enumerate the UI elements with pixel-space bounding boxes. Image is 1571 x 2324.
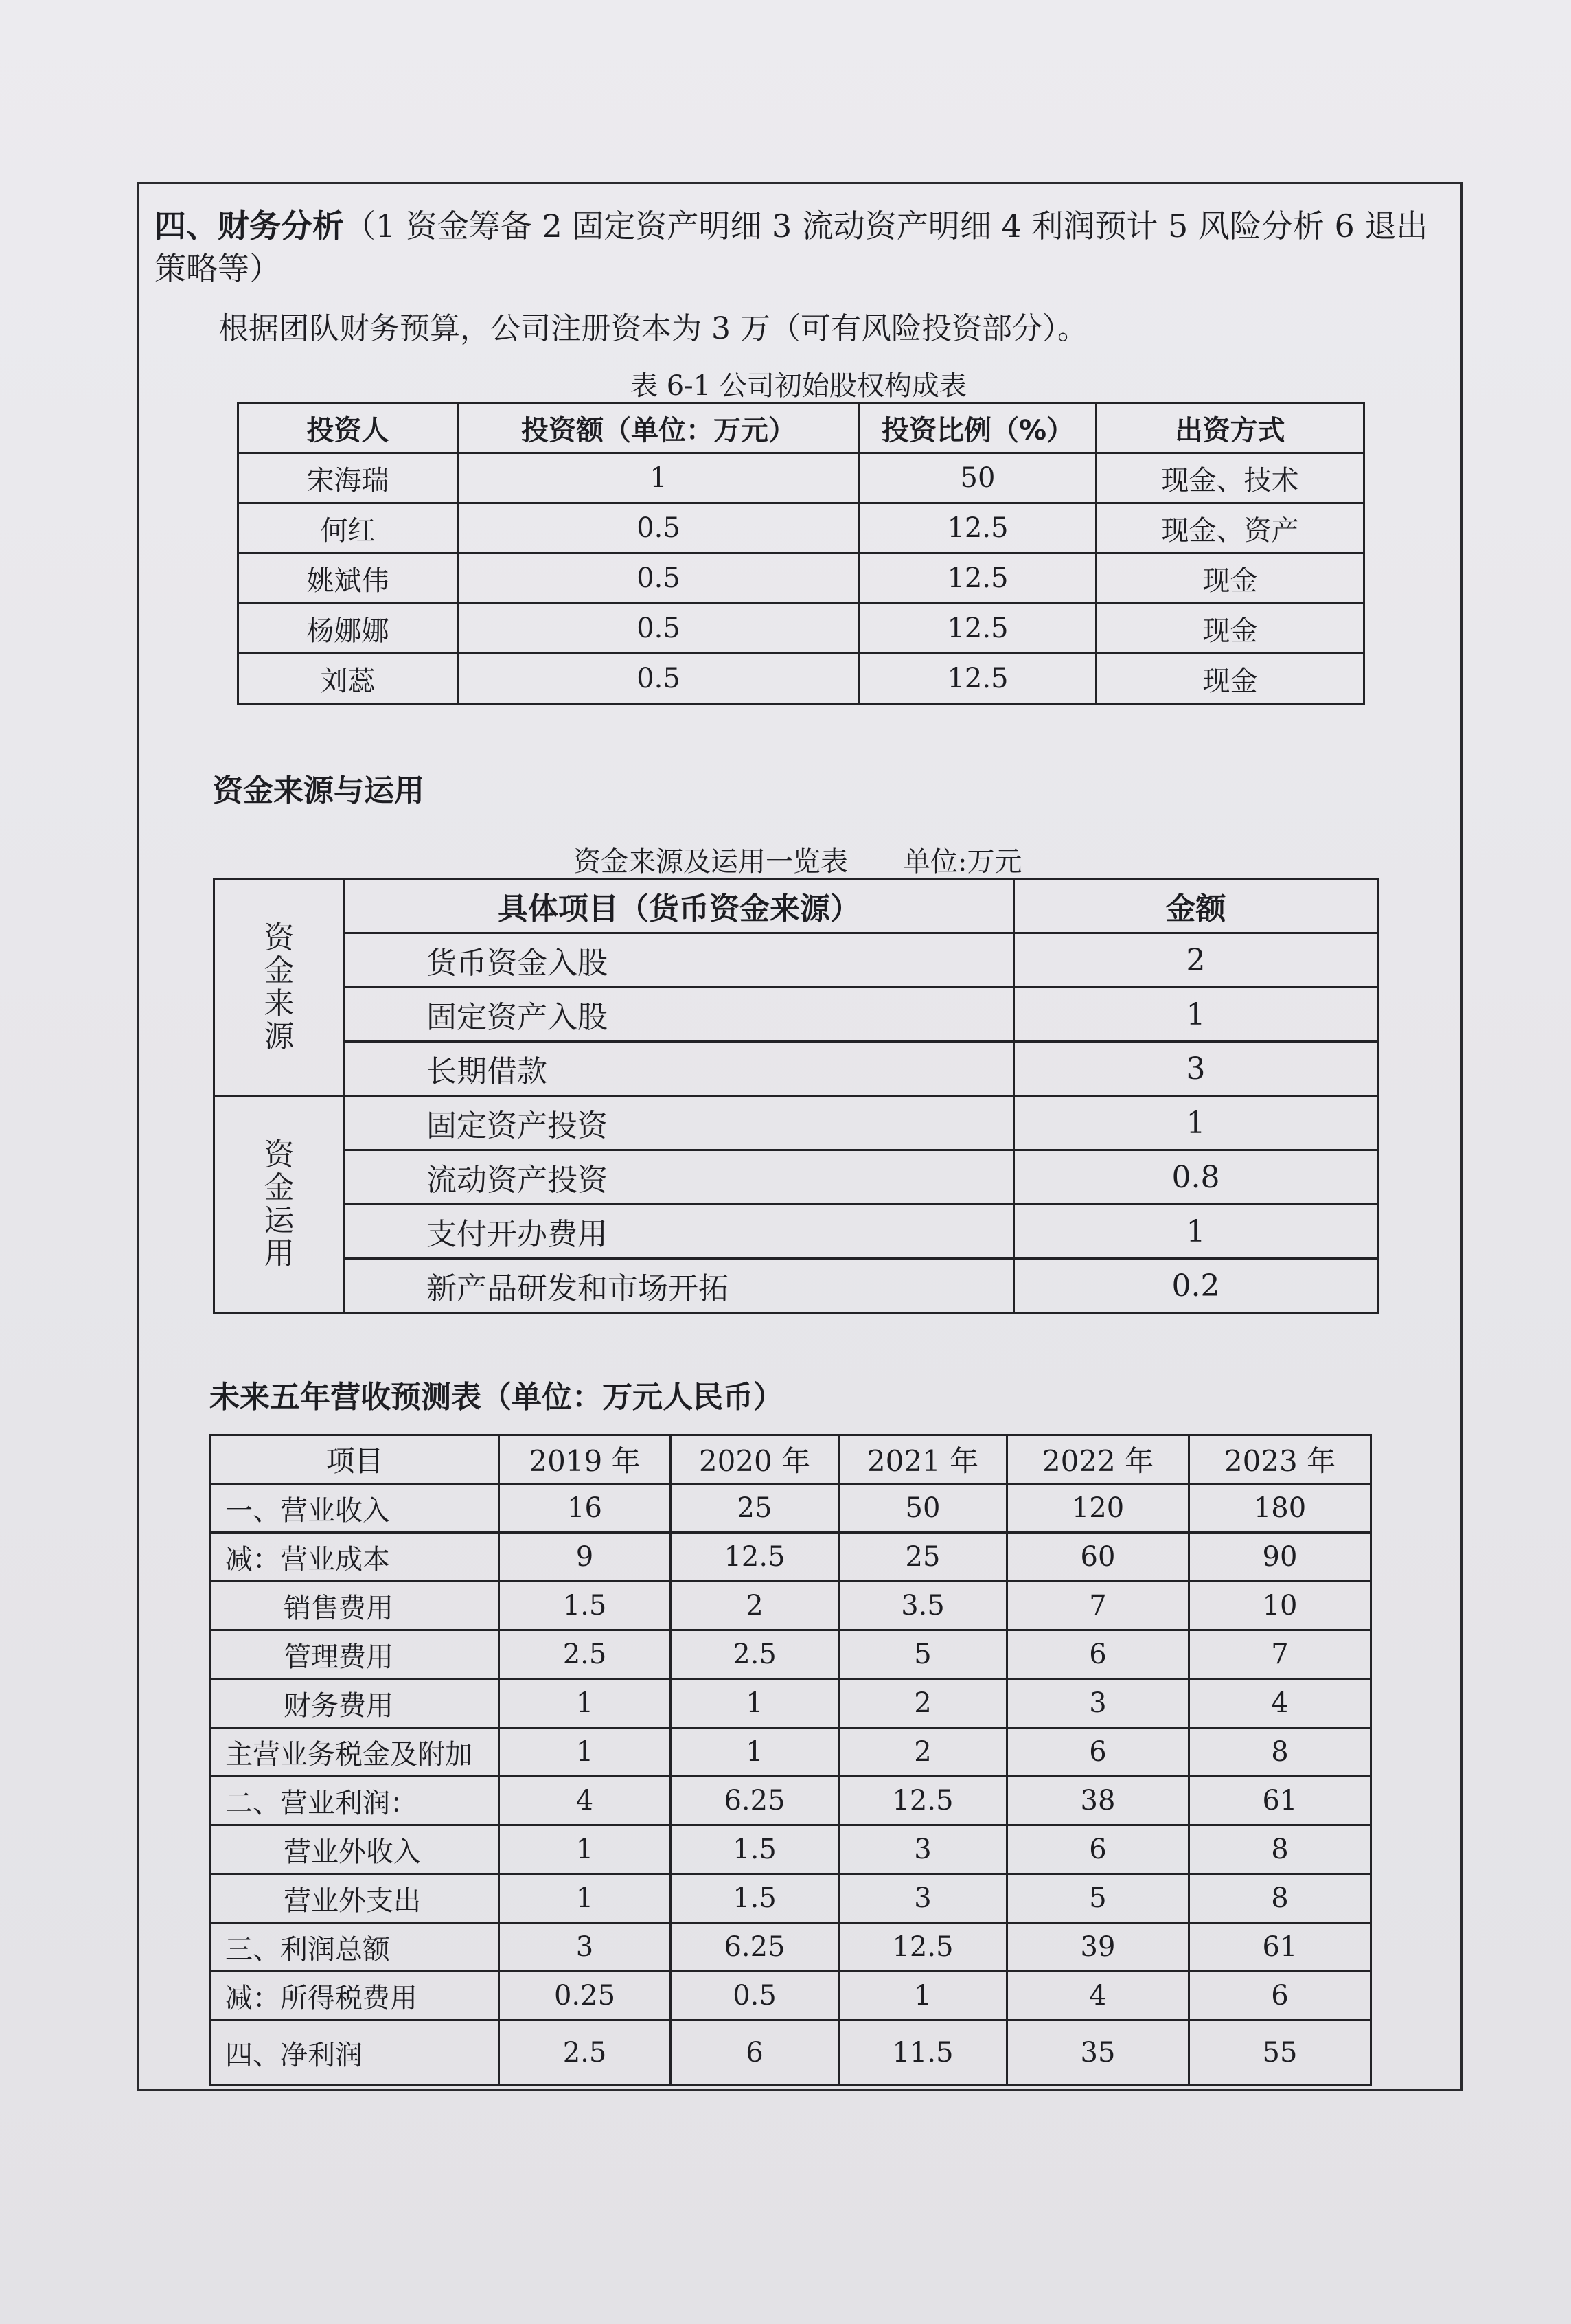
forecast-cell-value: 5 [1007,1874,1189,1923]
section-heading [154,205,1452,290]
forecast-table-row [211,1825,1371,1874]
forecast-cell-value: 6 [1007,1630,1189,1679]
forecast-cell-value: 25 [839,1533,1007,1582]
forecast-header-year: 2020 年 [671,1435,839,1484]
forecast-cell-label: 销售费用 [211,1582,499,1630]
forecast-cell-value: 1 [499,1825,671,1874]
forecast-cell-value: 4 [1189,1679,1371,1728]
funds-cell-amount: 1 [1014,988,1378,1042]
equity-cell-method: 现金、资产 [1097,503,1364,554]
forecast-cell-value: 180 [1189,1484,1371,1533]
funds-group-source-label [214,879,345,1096]
forecast-cell-value: 0.5 [671,1972,839,2020]
forecast-cell-value: 3 [1007,1679,1189,1728]
vertical-label-char: 用 [264,1235,295,1271]
equity-table-row [238,554,1364,604]
vertical-label-char: 运 [264,1203,295,1238]
forecast-cell-value: 55 [1189,2020,1371,2086]
forecast-cell-value: 2 [671,1582,839,1630]
funds-cell-amount: 1 [1014,1096,1378,1150]
forecast-cell-value: 9 [499,1533,671,1582]
vertical-label-char: 来 [264,986,295,1021]
forecast-table-header-row [211,1435,1371,1484]
vertical-label-char: 金 [264,1170,295,1205]
funds-cell-item: 固定资产入股 [345,988,1014,1042]
forecast-cell-value: 2.5 [499,1630,671,1679]
forecast-header-year: 2021 年 [839,1435,1007,1484]
forecast-cell-value: 38 [1007,1777,1189,1825]
funds-cell-amount: 2 [1014,933,1378,988]
forecast-header-year: 2023 年 [1189,1435,1371,1484]
equity-cell-investor: 杨娜娜 [238,604,458,654]
forecast-cell-value: 1.5 [671,1825,839,1874]
equity-header-ratio: 投资比例（%） [860,403,1097,453]
forecast-cell-label: 减：所得税费用 [211,1972,499,2020]
forecast-cell-value: 7 [1007,1582,1189,1630]
forecast-table [209,1434,1372,2086]
equity-table-row [238,604,1364,654]
forecast-cell-value: 61 [1189,1923,1371,1972]
forecast-cell-value: 2.5 [499,2020,671,2086]
forecast-cell-value: 12.5 [839,1923,1007,1972]
funds-table-row [214,1096,1378,1150]
forecast-cell-value: 1 [839,1972,1007,2020]
equity-cell-amount: 0.5 [458,604,860,654]
forecast-header-year: 2022 年 [1007,1435,1189,1484]
forecast-cell-value: 4 [1007,1972,1189,2020]
forecast-cell-value: 12.5 [671,1533,839,1582]
equity-header-method: 出资方式 [1097,403,1364,453]
forecast-cell-value: 1.5 [671,1874,839,1923]
funds-table-caption: 资金来源及运用一览表 单位:万元 [573,846,1022,878]
funds-cell-item: 货币资金入股 [345,933,1014,988]
forecast-cell-value: 7 [1189,1630,1371,1679]
forecast-cell-value: 12.5 [839,1777,1007,1825]
forecast-cell-value: 90 [1189,1533,1371,1582]
equity-cell-ratio: 12.5 [860,604,1097,654]
forecast-table-row [211,1484,1371,1533]
forecast-cell-value: 1 [499,1679,671,1728]
funds-section-title: 资金来源与运用 [213,773,424,808]
forecast-cell-value: 3 [839,1825,1007,1874]
equity-table-row [238,453,1364,503]
forecast-table-row [211,1972,1371,2020]
forecast-cell-value: 3.5 [839,1582,1007,1630]
equity-table [237,402,1365,705]
forecast-table-row [211,1679,1371,1728]
forecast-cell-value: 6 [1007,1825,1189,1874]
forecast-cell-value: 5 [839,1630,1007,1679]
funds-table-row [214,1205,1378,1259]
forecast-cell-value: 3 [499,1923,671,1972]
funds-cell-item: 长期借款 [345,1042,1014,1096]
forecast-cell-value: 8 [1189,1825,1371,1874]
equity-cell-amount: 1 [458,453,860,503]
forecast-cell-value: 39 [1007,1923,1189,1972]
forecast-cell-value: 11.5 [839,2020,1007,2086]
equity-cell-investor: 宋海瑞 [238,453,458,503]
forecast-cell-value: 8 [1189,1728,1371,1777]
intro-paragraph: 根据团队财务预算，公司注册资本为 3 万（可有风险投资部分）。 [218,311,1088,346]
forecast-cell-value: 4 [499,1777,671,1825]
equity-cell-method: 现金、技术 [1097,453,1364,503]
equity-cell-amount: 0.5 [458,554,860,604]
equity-cell-method: 现金 [1097,554,1364,604]
forecast-cell-value: 1 [671,1679,839,1728]
forecast-cell-value: 6 [1189,1972,1371,2020]
forecast-title: 未来五年营收预测表（单位：万元人民币） [209,1380,783,1415]
forecast-cell-label: 营业外收入 [211,1825,499,1874]
forecast-cell-value: 8 [1189,1874,1371,1923]
forecast-cell-value: 6 [1007,1728,1189,1777]
forecast-cell-value: 2 [839,1728,1007,1777]
forecast-table-row [211,2020,1371,2086]
forecast-cell-value: 10 [1189,1582,1371,1630]
forecast-cell-label: 二、营业利润： [211,1777,499,1825]
equity-cell-investor: 姚斌伟 [238,554,458,604]
forecast-table-row [211,1874,1371,1923]
forecast-cell-value: 0.25 [499,1972,671,2020]
forecast-cell-label: 三、利润总额 [211,1923,499,1972]
forecast-cell-value: 25 [671,1484,839,1533]
equity-cell-ratio: 12.5 [860,503,1097,554]
forecast-cell-label: 四、净利润 [211,2020,499,2086]
forecast-cell-value: 6 [671,2020,839,2086]
equity-table-row [238,654,1364,704]
forecast-cell-label: 财务费用 [211,1679,499,1728]
forecast-table-row [211,1923,1371,1972]
forecast-table-row [211,1777,1371,1825]
equity-cell-ratio: 12.5 [860,554,1097,604]
equity-cell-ratio: 50 [860,453,1097,503]
equity-cell-amount: 0.5 [458,503,860,554]
forecast-cell-value: 35 [1007,2020,1189,2086]
forecast-cell-value: 120 [1007,1484,1189,1533]
forecast-table-row [211,1582,1371,1630]
equity-cell-investor: 何红 [238,503,458,554]
funds-table-row [214,988,1378,1042]
equity-cell-method: 现金 [1097,604,1364,654]
forecast-table-row [211,1533,1371,1582]
vertical-label-char: 源 [264,1018,295,1054]
equity-table-header-row [238,403,1364,453]
equity-table-row [238,503,1364,554]
funds-table-row [214,1259,1378,1313]
forecast-cell-value: 61 [1189,1777,1371,1825]
vertical-label-char: 资 [264,1137,295,1172]
forecast-cell-label: 一、营业收入 [211,1484,499,1533]
forecast-cell-label: 营业外支出 [211,1874,499,1923]
funds-group-use-label [214,1096,345,1313]
section-heading-bold: 四、财务分析 [154,207,344,244]
equity-cell-method: 现金 [1097,654,1364,704]
funds-cell-amount: 1 [1014,1205,1378,1259]
forecast-cell-value: 60 [1007,1533,1189,1582]
funds-cell-amount: 0.8 [1014,1150,1378,1205]
funds-header-amount: 金额 [1014,879,1378,933]
funds-cell-item: 新产品研发和市场开拓 [345,1259,1014,1313]
forecast-cell-value: 16 [499,1484,671,1533]
forecast-cell-label: 减：营业成本 [211,1533,499,1582]
funds-cell-item: 流动资产投资 [345,1150,1014,1205]
forecast-header-item: 项目 [211,1435,499,1484]
equity-table-caption: 表 6-1 公司初始股权构成表 [630,370,967,402]
section-heading-detail: （1 资金筹备 2 固定资产明细 3 流动资产明细 4 利润预计 5 风险分析 6 退出策略等） [154,207,1428,287]
funds-table-row [214,1042,1378,1096]
funds-cell-amount: 3 [1014,1042,1378,1096]
forecast-header-year: 2019 年 [499,1435,671,1484]
equity-cell-ratio: 12.5 [860,654,1097,704]
forecast-cell-value: 6.25 [671,1923,839,1972]
forecast-cell-value: 1 [499,1874,671,1923]
forecast-cell-label: 主营业务税金及附加 [211,1728,499,1777]
funds-cell-amount: 0.2 [1014,1259,1378,1313]
forecast-cell-value: 1 [499,1728,671,1777]
equity-cell-investor: 刘蕊 [238,654,458,704]
funds-table-row [214,1150,1378,1205]
forecast-cell-value: 50 [839,1484,1007,1533]
forecast-cell-value: 2 [839,1679,1007,1728]
funds-header-item: 具体项目（货币资金来源） [345,879,1014,933]
vertical-label-char: 资 [264,920,295,955]
equity-header-investor: 投资人 [238,403,458,453]
funds-table-header-row [214,879,1378,933]
forecast-cell-value: 6.25 [671,1777,839,1825]
forecast-cell-value: 3 [839,1874,1007,1923]
forecast-table-row [211,1630,1371,1679]
equity-header-amount: 投资额（单位：万元） [458,403,860,453]
forecast-cell-value: 1.5 [499,1582,671,1630]
funds-table-row [214,933,1378,988]
funds-cell-item: 支付开办费用 [345,1205,1014,1259]
funds-table [213,878,1379,1314]
forecast-table-row [211,1728,1371,1777]
forecast-cell-value: 2.5 [671,1630,839,1679]
vertical-label-char: 金 [264,953,295,988]
equity-cell-amount: 0.5 [458,654,860,704]
forecast-cell-label: 管理费用 [211,1630,499,1679]
funds-cell-item: 固定资产投资 [345,1096,1014,1150]
forecast-cell-value: 1 [671,1728,839,1777]
